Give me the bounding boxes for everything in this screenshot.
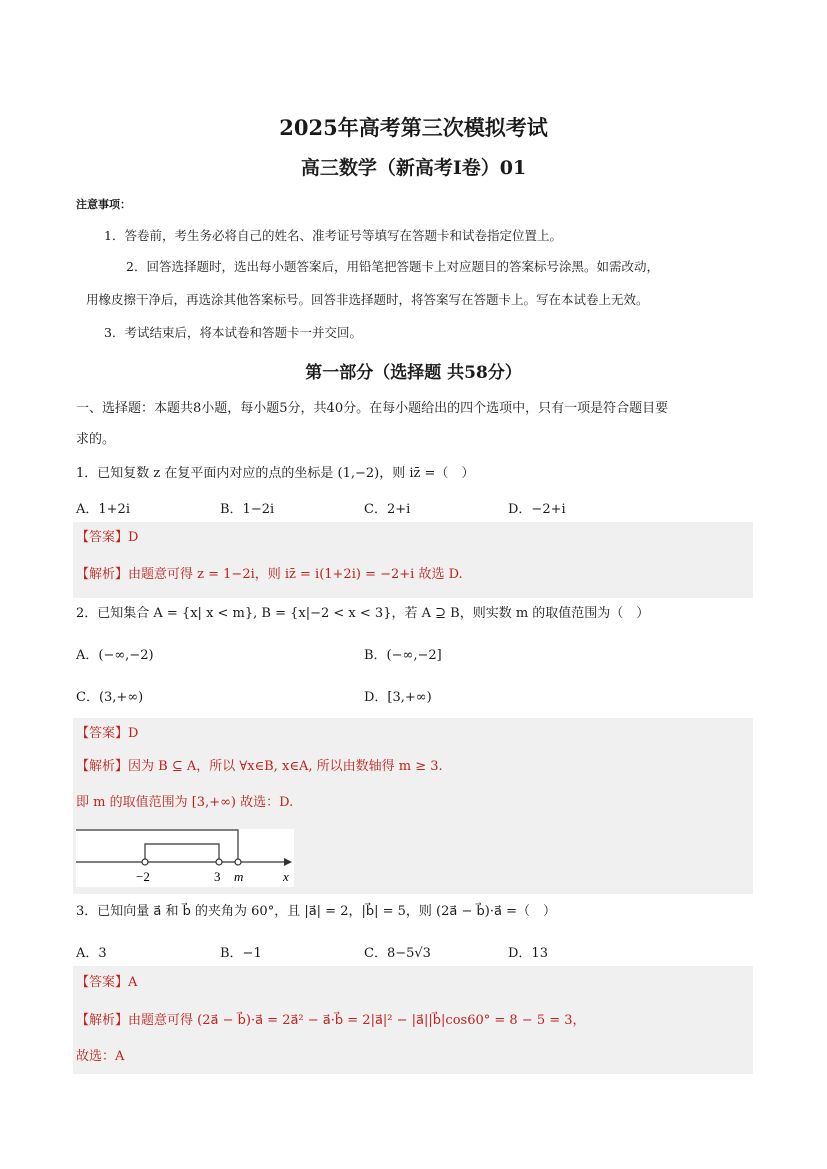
exam-subtitle: 高三数学（新高考I卷）01 (300, 157, 527, 179)
notice-item-1: 1．答卷前，考生务必将自己的姓名、准考证号等填写在答题卡和试卷指定位置上。 (104, 228, 562, 243)
q2-option-b: B．(−∞,−2] (364, 648, 442, 663)
notice-heading: 注意事项： (76, 198, 131, 211)
q1-solution-box (73, 522, 753, 598)
q3-option-a: A．3 (76, 946, 107, 961)
axis-label-x: x (283, 869, 289, 884)
q1-answer: 【答案】D (76, 530, 139, 545)
q1-option-a: A．1+2i (76, 502, 130, 517)
q3-option-b: B．−1 (220, 946, 262, 961)
q2-number-line-figure (76, 829, 294, 887)
notice-item-2: 2．回答选择题时，选出每小题答案后，用铅笔把答题卡上对应题目的答案标号涂黑。如需改动， (126, 259, 659, 274)
axis-label-minus-2: −2 (136, 869, 150, 884)
q3-analysis-label: 【解析】 (76, 1013, 129, 1028)
q3-option-c: C．8−5√3 (364, 946, 431, 961)
q1-analysis-label: 【解析】 (76, 567, 129, 582)
notice-item-2-cont: 用橡皮擦干净后，再选涂其他答案标号。回答非选择题时，将答案写在答题卡上。写在本试卷上无效。 (86, 292, 649, 307)
notice-item-3: 3．考试结束后，将本试卷和答题卡一并交回。 (104, 325, 362, 340)
intro-line-2: 求的。 (76, 432, 116, 447)
exam-title: 2025年高考第三次模拟考试 (279, 115, 548, 140)
axis-label-m: m (234, 869, 244, 884)
q2-stem: 2．已知集合 A = {x| x < m}, B = {x|−2 < x < 3}，若 A ⊇ B，则实数 m 的取值范围为（ ） (76, 606, 650, 621)
q2-option-c: C．(3,+∞) (76, 690, 144, 705)
q3-analysis (76, 1012, 586, 1030)
q1-option-c: C．2+i (364, 502, 411, 517)
q3-analysis-text: 由题意可得 (2a⃗ − b⃗)·a⃗ = 2a⃗² − a⃗·b⃗ = 2|a⃗|² − |a⃗||b⃗|cos60° = 8 − 5 = 3， (128, 1013, 586, 1028)
q2-option-d: D．[3,+∞) (364, 690, 432, 705)
q1-option-d: D．−2+i (508, 502, 566, 517)
point-m (235, 859, 241, 865)
point-3 (216, 859, 222, 865)
q2-analysis-label: 【解析】 (76, 759, 129, 774)
q3-conclusion: 故选：A (76, 1049, 125, 1064)
q3-option-d: D．13 (508, 946, 548, 961)
q2-analysis-line-2: 即 m 的取值范围为 [3,+∞) 故选：D. (76, 795, 294, 810)
q3-stem: 3．已知向量 a⃗ 和 b⃗ 的夹角为 60°，且 |a⃗| = 2，|b⃗| = 5，则 (2a⃗ − b⃗)·a⃗ =（ ） (76, 904, 556, 919)
q1-analysis-text: 由题意可得 z = 1−2i，则 iz̄ = i(1+2i) = −2+i 故选 D. (128, 567, 463, 582)
q2-option-a: A．(−∞,−2) (76, 648, 154, 663)
q2-analysis-text-1: 因为 B ⊆ A，所以 ∀x∈B, x∈A, 所以由数轴得 m ≥ 3. (128, 759, 443, 774)
q1-analysis (76, 566, 463, 584)
q1-option-b: B．1−2i (220, 502, 275, 517)
point-minus-2 (142, 859, 148, 865)
q2-solution-box (73, 718, 753, 894)
section-title: 第一部分（选择题 共58分） (305, 363, 522, 383)
intro-line-1: 一、选择题：本题共8小题，每小题5分，共40分。在每小题给出的四个选项中，只有一项是符合题目要 (76, 401, 669, 416)
q2-analysis-line-1 (76, 758, 443, 776)
q1-stem: 1．已知复数 z 在复平面内对应的点的坐标是 (1,−2)，则 iz̄ =（ ） (76, 466, 475, 481)
q2-answer: 【答案】D (76, 726, 139, 741)
axis-label-3: 3 (214, 869, 221, 884)
figure-background (76, 829, 294, 887)
q3-solution-box (73, 966, 753, 1074)
q3-answer: 【答案】A (76, 975, 138, 990)
